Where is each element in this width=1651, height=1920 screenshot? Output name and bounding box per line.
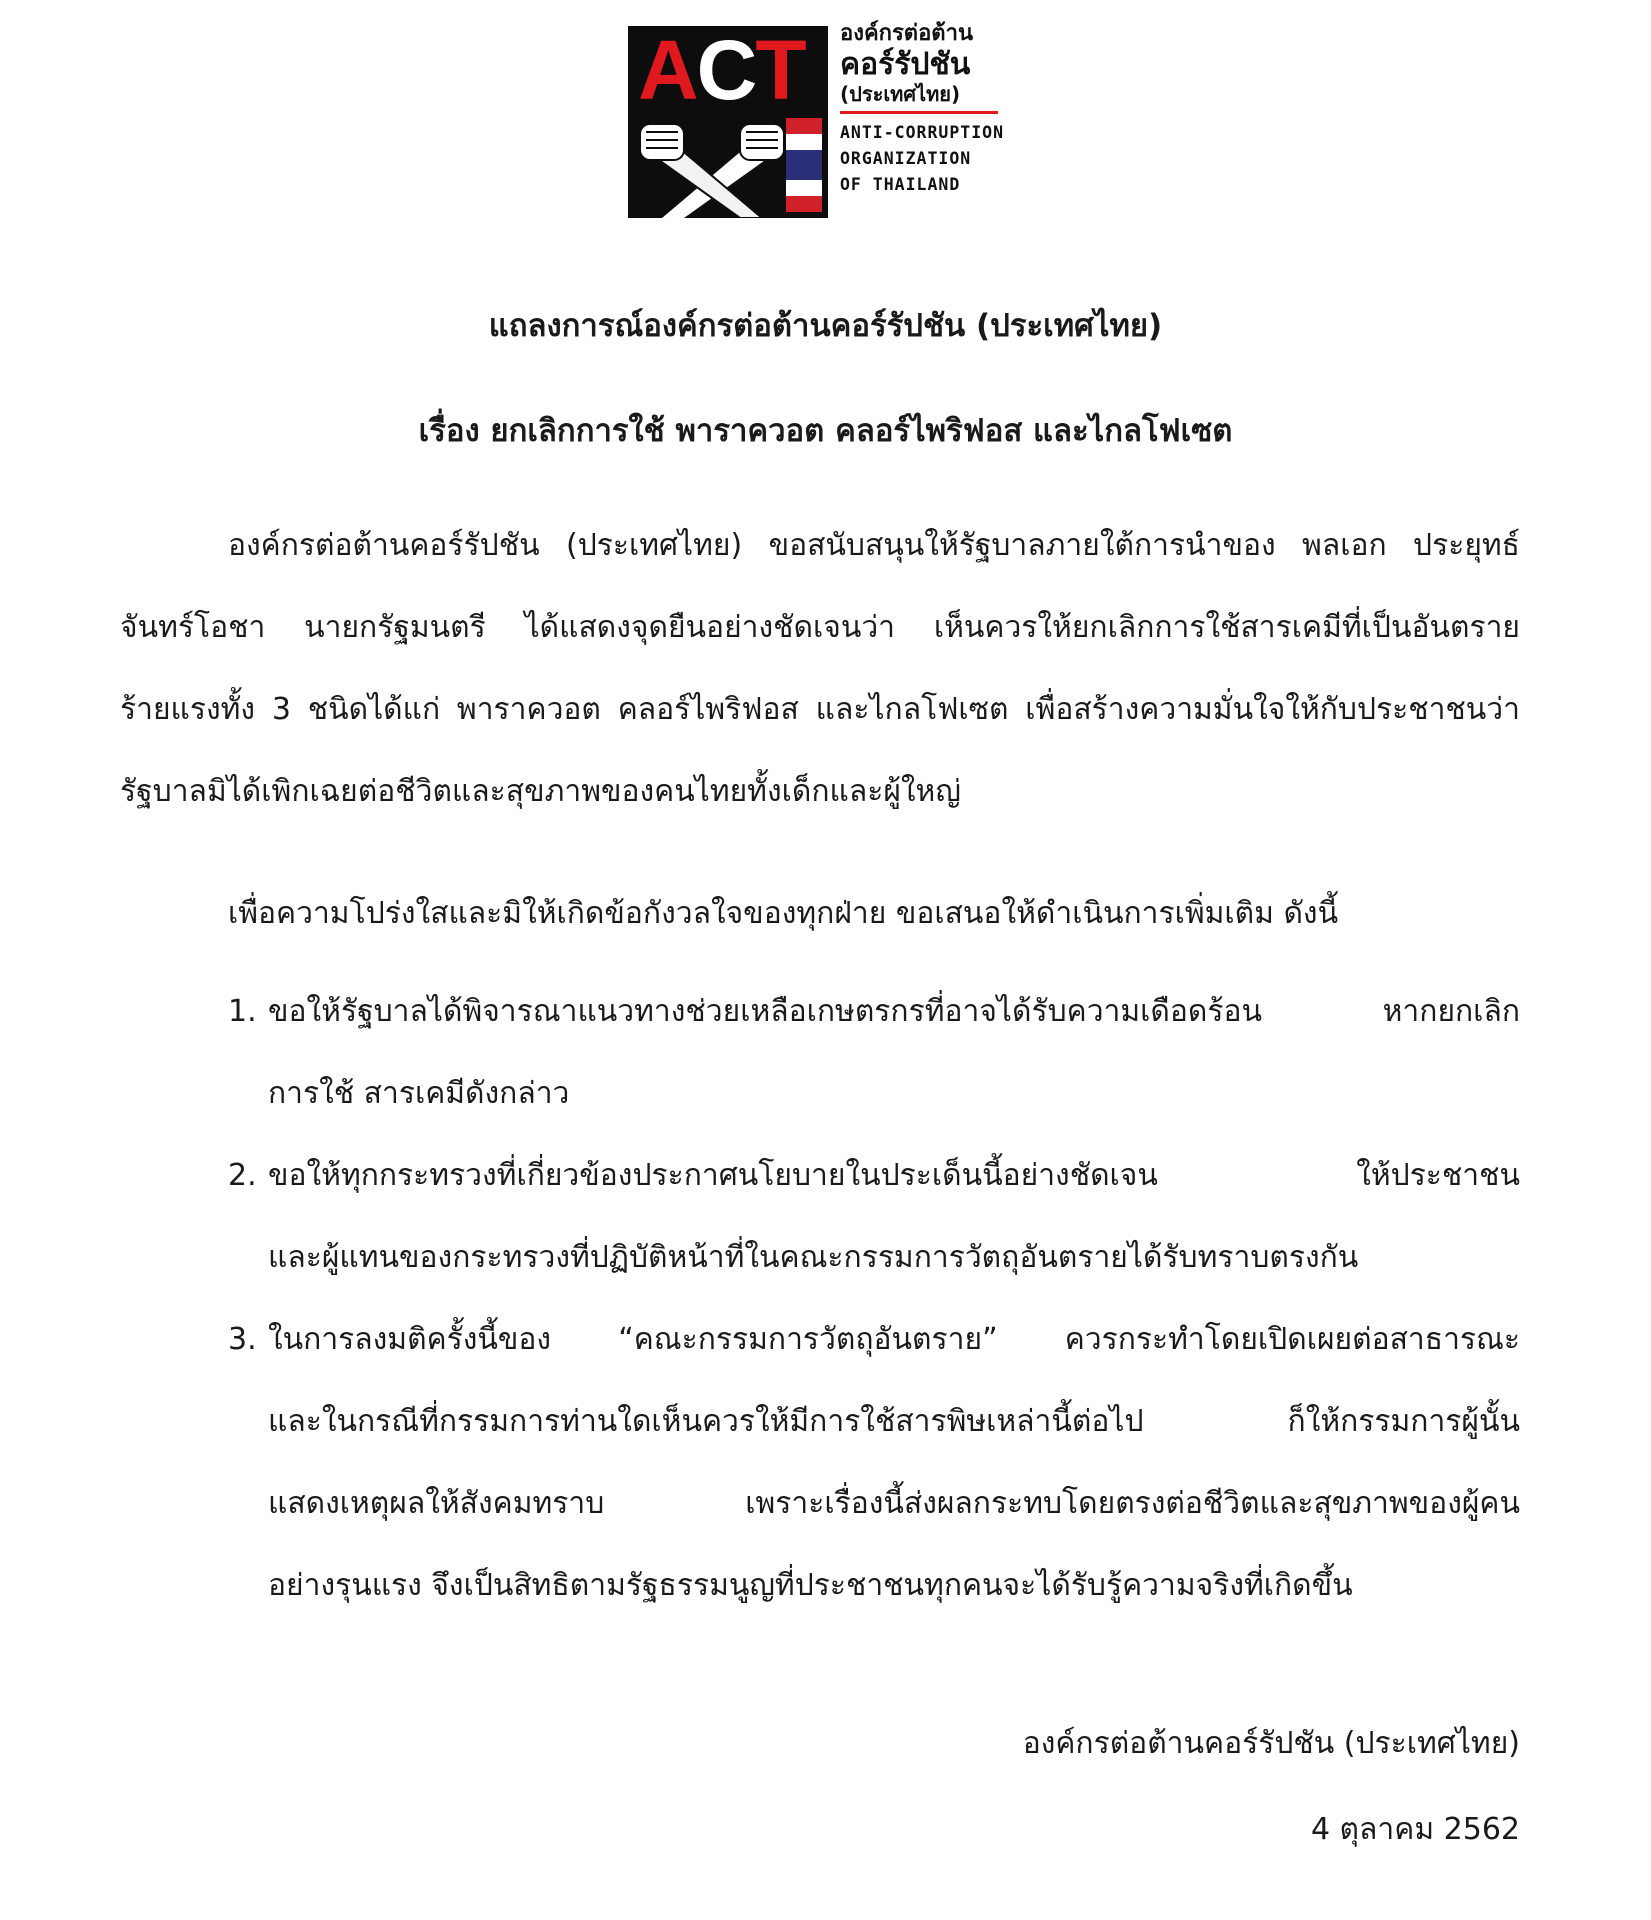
proposal-list xyxy=(228,971,1520,1627)
logo-divider xyxy=(840,111,998,114)
signature-organization: องค์กรต่อต้านคอร์รัปชัน (ประเทศไทย) xyxy=(1022,1726,1520,1761)
list-item-number: 2. xyxy=(228,1158,257,1193)
paragraph-1 xyxy=(120,505,1520,833)
list-item xyxy=(228,971,1520,1135)
thai-flag-icon xyxy=(786,118,822,212)
list-item-number: 1. xyxy=(228,994,257,1029)
signature-date: 4 ตุลาคม 2562 xyxy=(1310,1812,1520,1847)
list-item-line: ในการลงมติครั้งนี้ของ “คณะกรรมการวัตถุอันตราย” ควรกระทำโดยเปิดเผยต่อสาธารณะ xyxy=(268,1322,1520,1357)
logo-english-line3: OF THAILAND xyxy=(840,175,961,195)
list-item-number: 3. xyxy=(228,1322,257,1357)
logo-thai-line1: องค์กรต่อต้าน xyxy=(840,21,973,46)
list-item-line: การใช้ สารเคมีดังกล่าว xyxy=(268,1076,570,1111)
list-item-line: และผู้แทนของกระทรวงที่ปฏิบัติหน้าที่ในคณะกรรมการวัตถุอันตรายได้รับทราบตรงกัน xyxy=(268,1240,1359,1275)
list-item-line: แสดงเหตุผลให้สังคมทราบ เพราะเรื่องนี้ส่งผลกระทบโดยตรงต่อชีวิตและสุขภาพของผู้คน xyxy=(268,1486,1520,1521)
paragraph-1-line: จันทร์โอชา นายกรัฐมนตรี ได้แสดงจุดยืนอย่างชัดเจนว่า เห็นควรให้ยกเลิกการใช้สารเคมีที่เป็นอันตราย xyxy=(120,610,1520,645)
crossed-fists-icon xyxy=(632,114,792,218)
list-item xyxy=(228,1135,1520,1299)
paragraph-2: เพื่อความโปร่งใสและมิให้เกิดข้อกังวลใจของทุกฝ่าย ขอเสนอให้ดำเนินการเพิ่มเติม ดังนี้ xyxy=(228,896,1339,931)
paragraph-1-line: ร้ายแรงทั้ง 3 ชนิดได้แก่ พาราควอต คลอร์ไพริฟอส และไกลโฟเซต เพื่อสร้างความมั่นใจให้กับประชาชนว่า xyxy=(120,692,1520,727)
list-item-line: อย่างรุนแรง จึงเป็นสิทธิตามรัฐธรรมนูญที่ประชาชนทุกคนจะได้รับรู้ความจริงที่เกิดขึ้น xyxy=(268,1568,1353,1603)
list-item-line: ขอให้รัฐบาลได้พิจารณาแนวทางช่วยเหลือเกษตรกรที่อาจได้รับความเดือดร้อน หากยกเลิก xyxy=(268,994,1520,1029)
act-logo xyxy=(628,22,1008,222)
document-title: แถลงการณ์องค์กรต่อต้านคอร์รัปชัน (ประเทศไทย) xyxy=(488,308,1163,344)
logo-thai-line3: (ประเทศไทย) xyxy=(840,82,961,107)
logo-letter-c: C xyxy=(696,26,756,117)
document-subject: เรื่อง ยกเลิกการใช้ พาราควอต คลอร์ไพริฟอส และไกลโฟเซต xyxy=(418,413,1233,449)
logo-wordmark xyxy=(840,22,1010,198)
logo-letter-a: A xyxy=(638,26,697,117)
paragraph-1-line: องค์กรต่อต้านคอร์รัปชัน (ประเทศไทย) ขอสนับสนุนให้รัฐบาลภายใต้การนำของ พลเอก ประยุทธ์ xyxy=(228,528,1520,563)
logo-english-line2: ORGANIZATION xyxy=(840,149,972,169)
list-item-line: และในกรณีที่กรรมการท่านใดเห็นควรให้มีการใช้สารพิษเหล่านี้ต่อไป ก็ให้กรรมการผู้นั้น xyxy=(268,1404,1520,1439)
logo-thai-line2: คอร์รัปชัน xyxy=(840,47,971,83)
logo-emblem xyxy=(628,26,828,218)
logo-letter-t: T xyxy=(755,26,805,117)
paragraph-1-line: รัฐบาลมิได้เพิกเฉยต่อชีวิตและสุขภาพของคนไทยทั้งเด็กและผู้ใหญ่ xyxy=(120,774,961,809)
list-item xyxy=(228,1299,1520,1627)
list-item-line: ขอให้ทุกกระทรวงที่เกี่ยวข้องประกาศนโยบายในประเด็นนี้อย่างชัดเจน ให้ประชาชน xyxy=(268,1158,1520,1193)
logo-english-line1: ANTI-CORRUPTION xyxy=(840,123,1005,143)
logo-act-letters xyxy=(638,26,805,117)
